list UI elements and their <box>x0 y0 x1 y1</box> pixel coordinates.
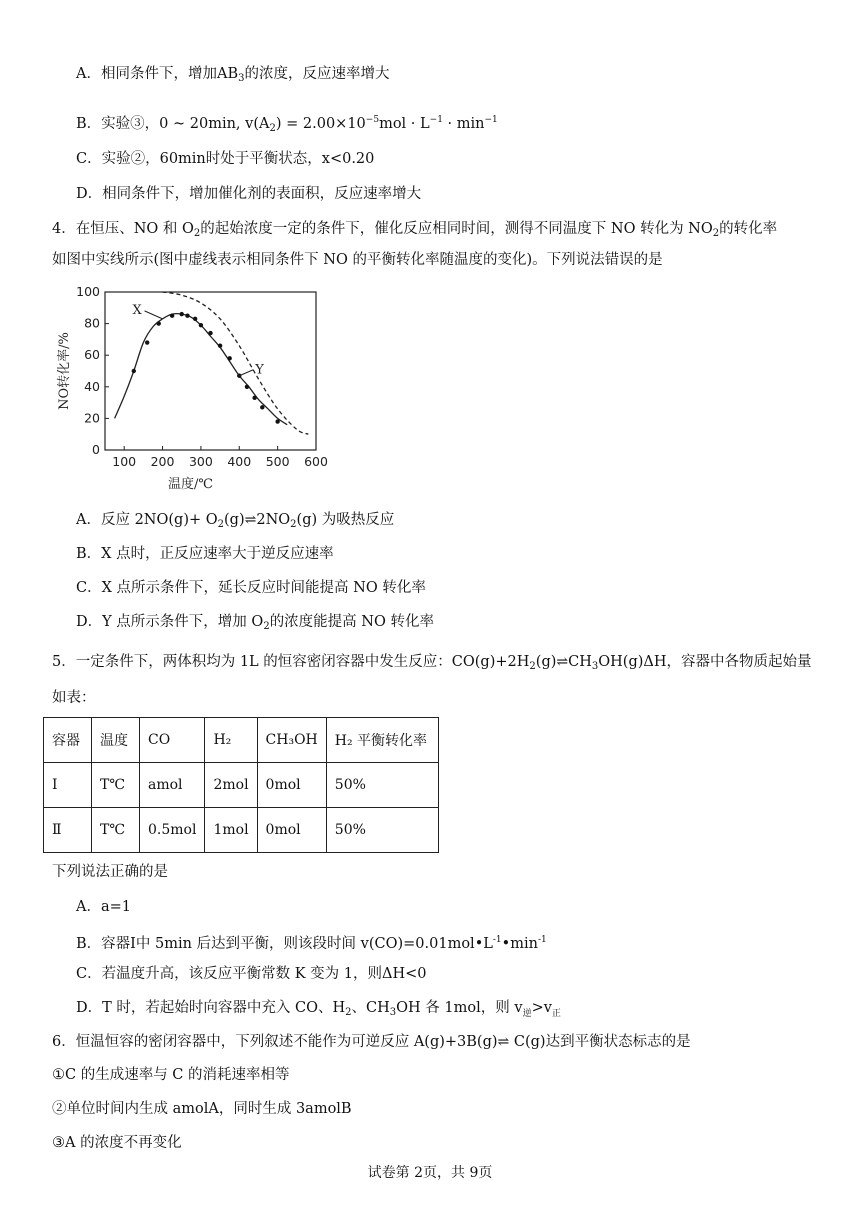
q5-option-d-text: D．T 时，若起始时向容器中充入 CO、H <box>76 1000 346 1016</box>
q5-option-b-min: •min <box>501 936 538 952</box>
q3-option-b-exp: −5 <box>365 115 380 125</box>
table-header-cell: CO <box>140 718 205 763</box>
q5-stem-sub: 2 <box>529 661 536 672</box>
table-cell: T℃ <box>92 763 140 808</box>
data-point <box>157 321 161 325</box>
data-point <box>180 312 184 316</box>
y-tick-label: 100 <box>76 284 100 299</box>
q3-option-b-unit2: · min <box>442 116 485 132</box>
table-cell: 2mol <box>205 763 257 808</box>
q4-option-a-sub2: 2 <box>290 519 297 530</box>
data-point <box>227 356 231 360</box>
table-cell: 50% <box>326 763 438 808</box>
y-tick-label: 0 <box>92 442 100 457</box>
q3-option-c: C．实验②，60min时处于平衡状态，x<0.20 <box>76 151 375 167</box>
table-cell: amol <box>140 763 205 808</box>
table-header-cell: 容器 <box>44 718 92 763</box>
q6-stem-a: 6．恒温恒容的密闭容器中，下列叙述不能作为可逆反应 A(g)+3B(g) <box>52 1034 498 1050</box>
q5-option-b-exp1: -1 <box>492 935 502 945</box>
table-cell: 50% <box>326 808 438 853</box>
q6-item-1: ①C 的生成速率与 C 的消耗速率相等 <box>52 1067 290 1083</box>
table-row <box>44 808 439 853</box>
table-row <box>44 763 439 808</box>
table-cell: 1mol <box>205 808 257 853</box>
q3-option-b-unit-exp1: −1 <box>429 115 443 125</box>
q5-stem-a: 5．一定条件下，两体积均为 1L 的恒容密闭容器中发生反应：CO(g)+2H <box>52 654 530 670</box>
q4-stem-a: 4．在恒压、NO 和 O <box>52 221 194 237</box>
data-point <box>208 331 212 335</box>
table-cell: Ⅰ <box>44 763 92 808</box>
q3-option-b-sub: 2 <box>269 123 276 134</box>
x-tick-label: 600 <box>304 454 328 469</box>
q5-option-b-exp2: -1 <box>537 935 547 945</box>
table-cell: 0.5mol <box>140 808 205 853</box>
x-tick-label: 100 <box>112 454 137 469</box>
table-header-cell: H₂ <box>205 718 257 763</box>
table-cell: 0mol <box>257 808 326 853</box>
data-point <box>170 314 174 318</box>
q4-option-a-sub: 2 <box>217 519 224 530</box>
q6-item-3: ③A 的浓度不再变化 <box>52 1135 182 1151</box>
data-point <box>252 396 256 400</box>
data-point <box>145 340 149 344</box>
q5-option-d-d: >v <box>531 1000 552 1016</box>
q5-option-d-sub4: 正 <box>551 1009 561 1019</box>
data-point <box>132 369 136 373</box>
data-point <box>260 405 264 409</box>
q5-prompt: 下列说法正确的是 <box>52 864 168 880</box>
data-point <box>245 385 249 389</box>
q5-option-a: A．a=1 <box>76 899 131 915</box>
q5-stem-sub2: 3 <box>591 661 599 672</box>
q4-option-d <box>76 612 434 637</box>
q5-option-d-c: OH 各 1mol，则 v <box>396 1000 523 1016</box>
q5-table <box>43 717 439 853</box>
x-tick-label: 400 <box>227 454 252 469</box>
page-footer: 试卷第 2页，共 9页 <box>367 1165 493 1181</box>
equilibrium-arrow-icon: ⇌ <box>497 1034 510 1050</box>
q5-stem-c: CH <box>568 654 592 670</box>
y-axis-label: NO转化率/% <box>57 332 72 410</box>
q3-option-b-pre: B．实验③，0 ~ 20min, v <box>76 116 254 132</box>
q4-stem-sub: 2 <box>193 228 201 239</box>
q4-option-d-tail: 的浓度能提高 NO 转化率 <box>269 614 434 630</box>
equilibrium-arrow-icon: ⇌ <box>244 512 257 528</box>
q6-stem-b: C(g)达到平衡状态标志的是 <box>509 1034 691 1050</box>
y-tick-label: 60 <box>84 347 100 363</box>
table-header-cell: 温度 <box>92 718 140 763</box>
q5-stem-b: (g) <box>535 654 557 670</box>
y-tick-label: 40 <box>84 378 100 394</box>
table-cell: Ⅱ <box>44 808 92 853</box>
q3-option-a-tail: 的浓度，反应速率增大 <box>244 66 390 82</box>
data-point <box>218 344 222 348</box>
q4-stem-line2: 如图中实线所示(图中虚线表示相同条件下 NO 的平衡转化率随温度的变化)。下列说法错误的是 <box>52 252 663 268</box>
x-tick-label: 500 <box>265 454 290 469</box>
q3-option-b-value: = 2.00×10 <box>281 116 366 132</box>
q5-stem-line1 <box>52 652 812 677</box>
q5-option-d-sub3: 逆 <box>522 1009 532 1019</box>
q4-option-a-d: (g) 为吸热反应 <box>296 512 395 528</box>
no-conversion-chart <box>52 280 352 495</box>
data-point <box>185 314 189 318</box>
q5-option-d-sub: 2 <box>345 1007 352 1018</box>
q6-stem <box>52 1032 691 1052</box>
q5-option-d <box>76 998 561 1024</box>
q3-option-d: D．相同条件下，增加催化剂的表面积，反应速率增大 <box>76 186 422 202</box>
x-tick-label: 300 <box>188 454 213 469</box>
equilibrium-conversion-line <box>163 292 309 434</box>
q5-stem-line2: 如表： <box>52 690 96 706</box>
q4-option-a-b: (g) <box>224 512 245 528</box>
q3-option-a <box>76 64 389 89</box>
q4-stem-sub2: 2 <box>712 228 720 239</box>
q5-option-b <box>76 930 547 954</box>
table-header-cell: CH₃OH <box>257 718 326 763</box>
q5-stem-d: OH(g)ΔH，容器中各物质起始量 <box>598 654 812 670</box>
q3-option-b-unit-exp2: −1 <box>484 115 498 125</box>
table-header-cell: H₂ 平衡转化率 <box>326 718 438 763</box>
data-point <box>199 323 203 327</box>
y-tick-label: 20 <box>84 410 100 426</box>
table-cell: 0mol <box>257 763 326 808</box>
q5-option-b-text: B．容器Ⅰ中 5min 后达到平衡，则该段时间 v(CO)=0.01mol•L <box>76 936 493 952</box>
x-tick-label: 200 <box>150 454 175 469</box>
q3-option-a-sub: 3 <box>238 73 245 84</box>
annotation-leader-x <box>145 311 163 319</box>
q4-option-a <box>76 510 394 535</box>
q4-option-a-text: A．反应 2NO(g)+ O <box>76 512 218 528</box>
data-point <box>275 419 279 423</box>
data-point <box>193 317 197 321</box>
equilibrium-arrow-icon: ⇌ <box>556 654 569 670</box>
q3-option-b-unit1: mol · L <box>379 116 430 132</box>
q4-option-d-text: D．Y 点所示条件下，增加 O <box>76 614 264 630</box>
table-cell: T℃ <box>92 808 140 853</box>
annotation-leader-y <box>239 370 253 376</box>
y-tick-label: 80 <box>84 315 100 331</box>
q4-option-a-c: 2NO <box>256 512 291 528</box>
q5-option-d-sub2: 3 <box>389 1007 397 1018</box>
q3-option-a-text: A．相同条件下，增加AB <box>76 66 239 82</box>
q4-option-d-sub: 2 <box>263 621 270 632</box>
q4-option-c: C．X 点所示条件下，延长反应时间能提高 NO 转化率 <box>76 580 426 596</box>
q3-option-b-paren-close: ) <box>275 116 282 132</box>
q4-stem-b: 的起始浓度一定的条件下，催化反应相同时间，测得不同温度下 NO 转化为 NO <box>200 221 713 237</box>
q3-option-b <box>76 110 498 139</box>
annotation-y: Y <box>255 362 264 378</box>
q4-stem-c: 的转化率 <box>719 221 778 237</box>
q3-option-b-paren: (A <box>253 116 270 132</box>
q5-option-c: C．若温度升高，该反应平衡常数 K 变为 1，则ΔH<0 <box>76 966 427 982</box>
table-header-row <box>44 718 439 763</box>
annotation-x: X <box>132 302 142 318</box>
q4-stem-line1 <box>52 219 777 244</box>
x-axis-label: 温度/℃ <box>168 477 213 492</box>
q5-option-d-b: 、CH <box>351 1000 390 1016</box>
q6-item-2: ②单位时间内生成 amolA，同时生成 3amolB <box>52 1101 352 1117</box>
q4-option-b: B．X 点时，正反应速率大于逆反应速率 <box>76 546 334 562</box>
